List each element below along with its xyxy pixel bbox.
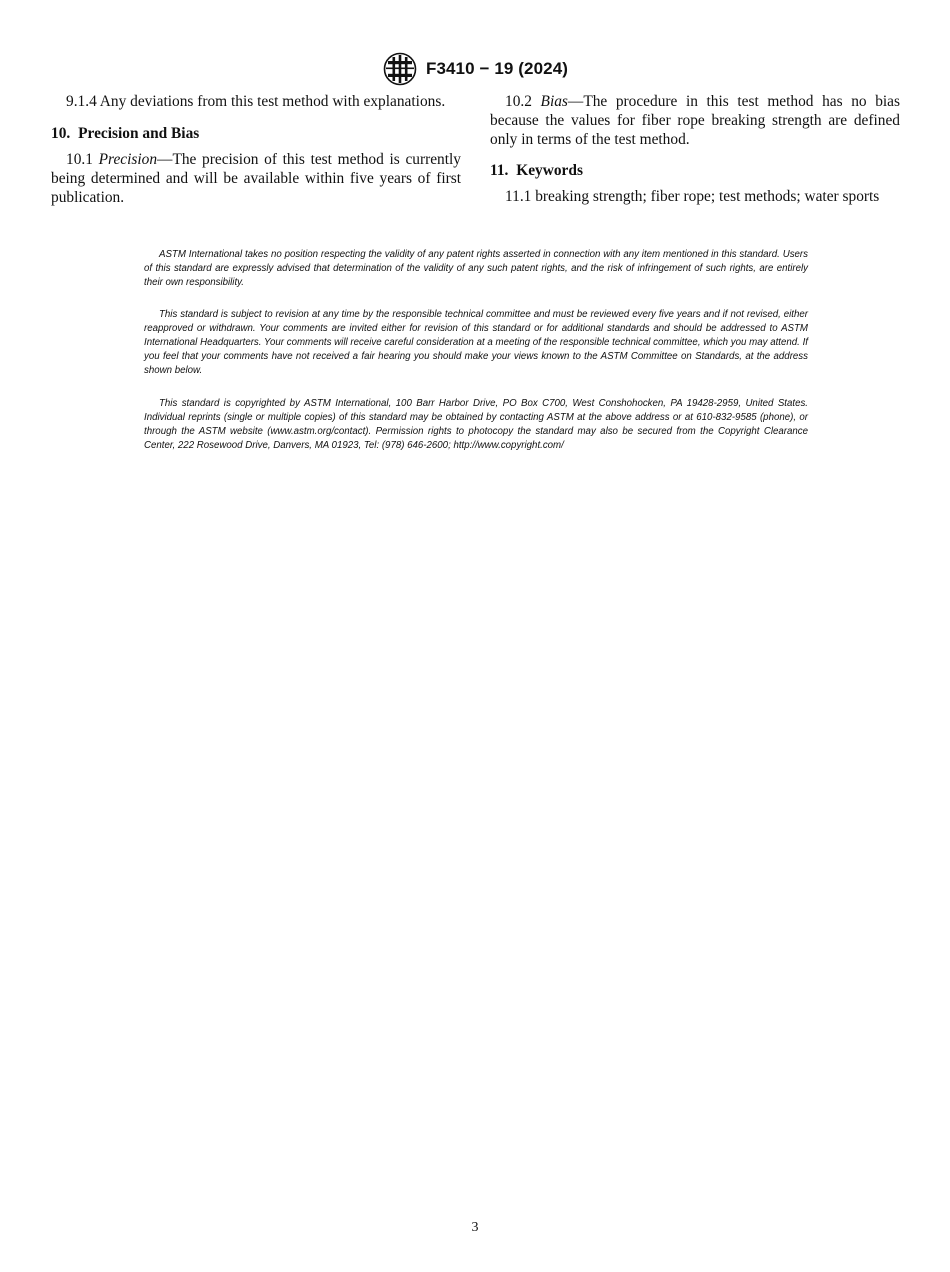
section-heading-11 bbox=[490, 161, 900, 180]
section-number: 11. bbox=[490, 162, 509, 179]
paragraph-term: Bias bbox=[540, 93, 568, 110]
paragraph-10-1 bbox=[51, 150, 461, 207]
page-number: 3 bbox=[471, 1220, 479, 1235]
right-column bbox=[490, 92, 900, 206]
section-title: Keywords bbox=[516, 162, 583, 179]
left-column bbox=[51, 92, 461, 207]
patent-notice: ASTM International takes no position respecting the validity of any patent rights asserted in connection with any item mentioned in this standard. Users of this standard are expressly advised that determination of the validity of any such patent rights, and the risk of infringement of such rights, are entirely their own responsibility. bbox=[144, 249, 808, 288]
section-heading-10 bbox=[51, 124, 461, 143]
section-title: Precision and Bias bbox=[78, 125, 200, 142]
paragraph-number: 10.2 bbox=[505, 93, 532, 110]
paragraph-term: Precision bbox=[98, 151, 158, 168]
standard-designation: F3410 − 19 (2024) bbox=[425, 59, 569, 78]
paragraph-text: —The procedure in this test method has no bias because the values for fiber rope breaking strength are defined only in terms of the test method. bbox=[490, 93, 900, 148]
paragraph-10-2 bbox=[490, 92, 900, 149]
copyright-notice: This standard is copyrighted by ASTM International, 100 Barr Harbor Drive, PO Box C700, West Conshohocken, PA 19428-2959, United States. Individual reprints (single or multiple copies) of this standard may be obtained by contacting ASTM at the above address or at 610-832-9585 (phone), or through the ASTM website (www.astm.org/contact). Permission rights to photocopy the standard may also be secured from the Copyright Clearance Center, 222 Rosewood Drive, Danvers, MA 01923, Tel: (978) 646-2600; http://www.copyright.com/ bbox=[144, 398, 808, 451]
paragraph-9-1-4: 9.1.4 Any deviations from this test method with explanations. bbox=[66, 93, 446, 110]
section-number: 10. bbox=[51, 125, 71, 142]
astm-logo-icon bbox=[382, 52, 418, 86]
page-header bbox=[0, 52, 950, 86]
paragraph-text: —The precision of this test method is currently being determined and will be available within five years of first publication. bbox=[51, 151, 461, 206]
paragraph-11-1: 11.1 breaking strength; fiber rope; test methods; water sports bbox=[505, 188, 880, 205]
paragraph-number: 10.1 bbox=[66, 151, 93, 168]
revision-notice: This standard is subject to revision at any time by the responsible technical committee and must be reviewed every five years and if not revised, either reapproved or withdrawn. Your comments are invited either for revision of this standard or for additional standards and should be addressed to ASTM International Headquarters. Your comments will receive careful consideration at a meeting of the responsible technical committee, which you may attend. If you feel that your comments have not received a fair hearing you should make your views known to the ASTM Committee on Standards, at the address shown below. bbox=[144, 309, 808, 376]
